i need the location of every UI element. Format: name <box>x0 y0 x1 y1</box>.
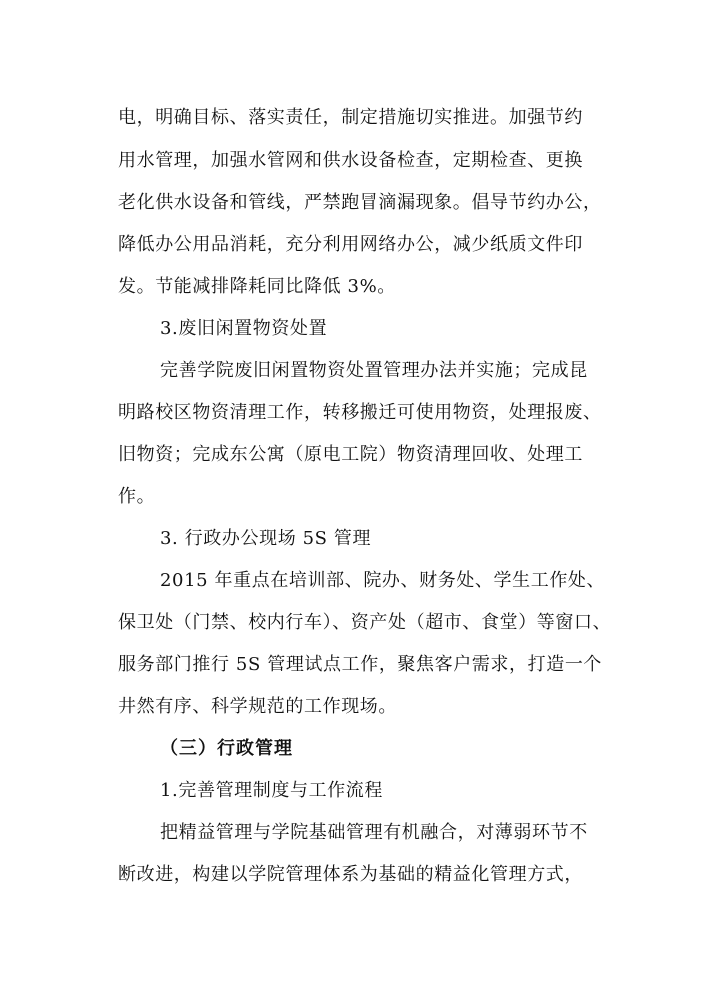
section-heading: 1.完善管理制度与工作流程 <box>160 780 383 801</box>
paragraph-line: 服务部门推行 5S 管理试点工作，聚焦客户需求，打造一个 <box>118 654 603 675</box>
paragraph-line: 保卫处（门禁、校内行车）、资产处（超市、食堂）等窗口、 <box>118 612 612 633</box>
section-heading: 3.废旧闲置物资处置 <box>160 318 328 339</box>
paragraph-line: 旧物资；完成东公寓（原电工院）物资清理回收、处理工 <box>118 444 583 465</box>
paragraph-line: 发。节能减排降耗同比降低 3%。 <box>118 276 396 297</box>
paragraph-line: 2015 年重点在培训部、院办、财务处、学生工作处、 <box>160 570 606 591</box>
paragraph-line: 电，明确目标、落实责任，制定措施切实推进。加强节约 <box>118 107 583 128</box>
paragraph-line: 老化供水设备和管线，严禁跑冒滴漏现象。倡导节约办公， <box>118 192 602 213</box>
paragraph-line: 断改进，构建以学院管理体系为基础的精益化管理方式， <box>118 864 583 885</box>
paragraph-line: 把精益管理与学院基础管理有机融合，对薄弱环节不 <box>160 822 588 843</box>
paragraph-line: 用水管理，加强水管网和供水设备检查，定期检查、更换 <box>118 150 583 171</box>
paragraph-line: 完善学院废旧闲置物资处置管理办法并实施；完成昆 <box>160 360 588 381</box>
chapter-heading: （三）行政管理 <box>160 738 293 759</box>
paragraph-line: 降低办公用品消耗，充分利用网络办公，减少纸质文件印 <box>118 234 583 255</box>
paragraph-line: 明路校区物资清理工作，转移搬迁可使用物资，处理报废、 <box>118 402 602 423</box>
section-heading: 3. 行政办公现场 5S 管理 <box>160 528 372 549</box>
paragraph-line: 作。 <box>118 486 156 507</box>
paragraph-line: 井然有序、科学规范的工作现场。 <box>118 696 397 717</box>
